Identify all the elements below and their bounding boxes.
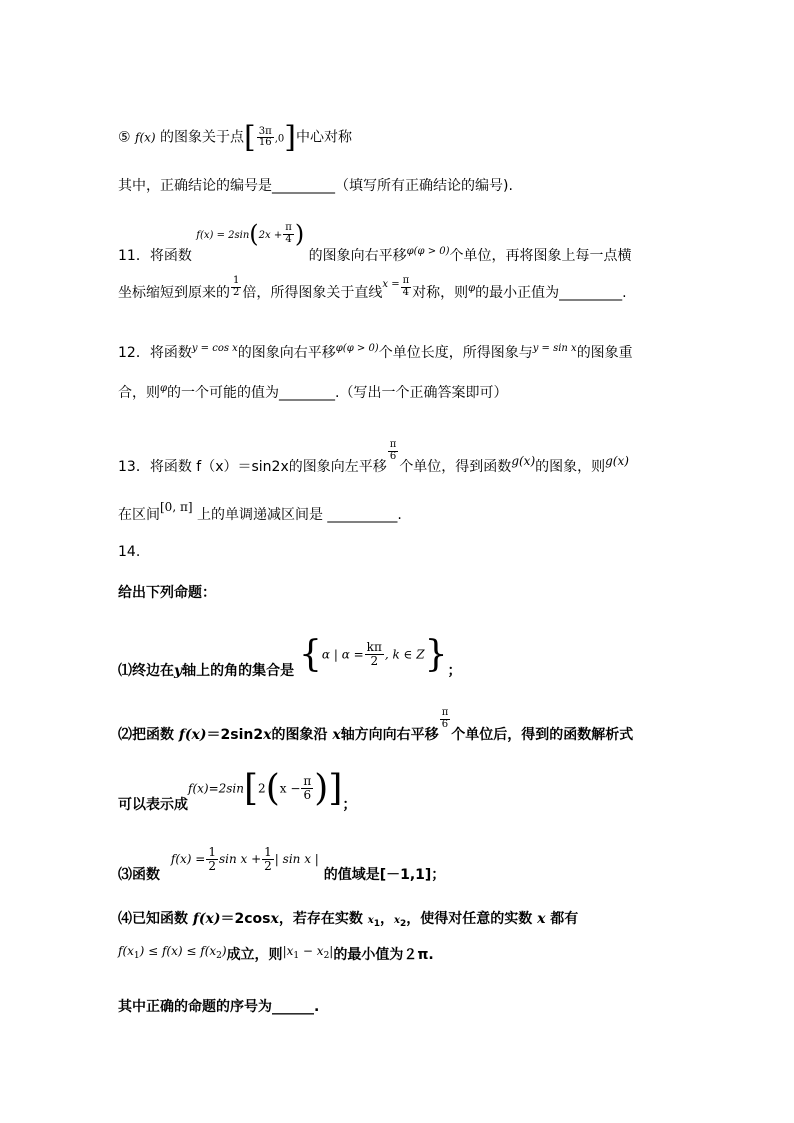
q11-line2: 坐标缩短到原来的 $\frac{1}{2}$ 倍，所得图象关于直线$^{x =}$ $\frac{\pi}{4}$ 对称，则$^\varphi$的最小正值为_________. bbox=[118, 275, 627, 301]
inequality: $f(x_1) \le f(x) \le f(x_2)$ bbox=[118, 944, 227, 961]
q11-formula: f(x) = 2sin(2x + $\frac{\pi}{4}$ ) bbox=[196, 220, 305, 248]
statement-5: ⑤ f(x) 的图象关于点[ $\frac{3\pi}{16}$ ,0]中心对称 bbox=[118, 120, 352, 155]
q13-line2: 在区间[0, π] 上的单调递减区间是 __________. bbox=[118, 500, 402, 523]
point-fraction: $\frac{3\pi}{16}$ bbox=[258, 125, 272, 148]
abs-diff: $|x_1 - x_2|$ bbox=[282, 944, 334, 961]
q11-line1: 11．将函数 f(x) = 2sin(2x + $\frac{\pi}{4}$ ) 的图象向右平移$_{\varphi(\varphi > 0)}$个单位，再将图象上每一点横 bbox=[118, 220, 632, 264]
q14-prop3: ⑶函数 f(x) = $\frac{1}{2}$ sin x + $\frac{1}{2}$ | sin x | 的值域是[－1,1]； bbox=[118, 845, 446, 884]
q14-prop2-line1: ⑵把函数 f(x)＝2sin2x的图象沿 x轴方向向右平移 $\frac{\pi}{6}$ 个单位后，得到的函数解析式 bbox=[118, 707, 634, 743]
q13-line1: 13．将函数 f（x）＝sin2x的图象向左平移 $\frac{\pi}{6}$ 个单位，得到函数g(x)的图象，则g(x) bbox=[118, 439, 629, 475]
q14-label: 14. bbox=[118, 544, 141, 560]
q14-intro: 给出下列命题： bbox=[118, 585, 216, 601]
q14-prop4-line1: ⑷已知函数 f(x)＝2cosx，若存在实数 $x_1$，$x_2$，使得对任意的实数 x 都有 bbox=[118, 911, 579, 929]
q14-prop4-line2: $f(x_1) \le f(x) \le f(x_2)$成立，则$|x_1 - x_2|$的最小值为２π. bbox=[118, 944, 434, 963]
circled-5: ⑤ bbox=[118, 129, 131, 146]
q14-prop2-line2: 可以表示成f(x)=2sin[2(x − $\frac{\pi}{6}$ )]； bbox=[118, 768, 357, 813]
q14-final: 其中正确的命题的序号为______. bbox=[118, 999, 320, 1015]
answer-line: 其中，正确结论的编号是_________（填写所有正确结论的编号). bbox=[118, 178, 513, 194]
q12-line2: 合，则$^\varphi$的一个可能的值为________.（写出一个正确答案即可） bbox=[118, 383, 508, 401]
fx: f(x) bbox=[135, 130, 156, 145]
q12-line1: 12．将函数$^{y = cos x}$的图象向右平移$^{\varphi(\varphi > 0)}$个单位长度，所得图象与$^{y = sin x}$的图象重 bbox=[118, 343, 633, 361]
q14-prop1: ⑴终边在y轴上的角的集合是 {α | α = $\frac{k\pi}{2}$ , k ∈ Z}； bbox=[118, 634, 462, 679]
